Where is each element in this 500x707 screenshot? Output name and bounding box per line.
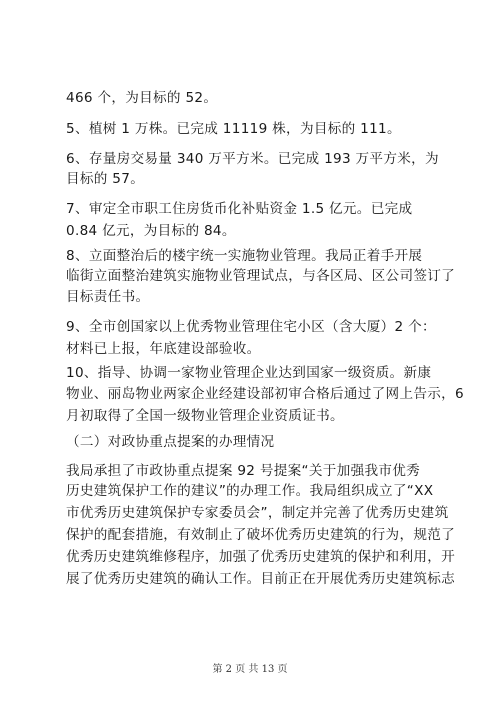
text-line: 0.84 亿元，为目标的 84。 [66, 223, 236, 239]
text-line: 466 个，为目标的 52。 [66, 90, 218, 106]
text-line: 目标责任书。 [66, 289, 150, 305]
text-line: 物业、丽岛物业两家企业经建设部初审合格后通过了网上告示，6 [66, 386, 464, 402]
text-line: 临街立面整治建筑实施物业管理试点，与各区局、区公司签订了 [66, 268, 456, 284]
text-line: 7、审定全市职工住房货币化补贴资金 1.5 亿元。已完成 [66, 201, 413, 217]
text-line: 市优秀历史建筑保护专家委员会”，制定并完善了优秀历史建筑 [66, 505, 449, 521]
text-line: 5、植树 1 万株。已完成 11119 株，为目标的 111。 [66, 121, 401, 137]
text-line: 6、存量房交易量 340 万平方米。已完成 193 万平方米，为 [66, 151, 439, 167]
text-line: 优秀历史建筑维修程序，加强了优秀历史建筑的保护和利用，开 [66, 549, 456, 565]
text-line: 我局承担了市政协重点提案 92 号提案“关于加强我市优秀 [66, 463, 421, 479]
text-line: 8、立面整治后的楼宇统一实施物业管理。我局正着手开展 [66, 248, 423, 264]
text-line: 10、指导、协调一家物业管理企业达到国家一级资质。新康 [66, 365, 432, 381]
text-line: 历史建筑保护工作的建议”的办理工作。我局组织成立了“XX [66, 483, 434, 499]
text-line: 展了优秀历史建筑的确认工作。目前正在开展优秀历史建筑标志 [66, 571, 456, 587]
text-line: 材料已上报，年底建设部验收。 [66, 341, 261, 357]
text-line: 月初取得了全国一级物业管理企业资质证书。 [66, 408, 344, 424]
text-line: 保护的配套措施，有效制止了破坏优秀历史建筑的行为，规范了 [66, 527, 456, 543]
text-line: 目标的 57。 [66, 171, 145, 187]
text-line: （二）对政协重点提案的办理情况 [66, 434, 275, 450]
text-line: 9、全市创国家以上优秀物业管理住宅小区（含大厦）2 个： [66, 319, 436, 335]
page-footer: 第 2 页 共 13 页 [212, 664, 288, 675]
